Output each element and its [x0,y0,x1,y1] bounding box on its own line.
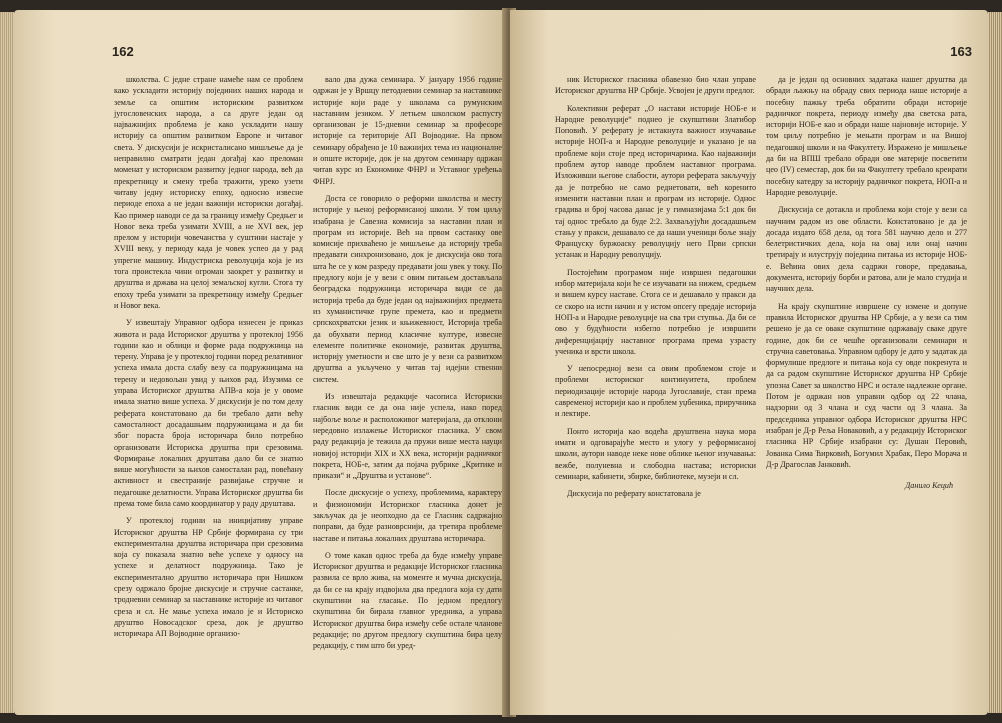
paragraph: После дискусије о успеху, проблемима, карактеру и физиономији Историског гласника донет је закључак да је неопходно да се Гласник садржајно поправи, да буде разноврснији, да третира проблеме наставе и питања локалних друштава историчара. [313,488,502,543]
right-page [510,10,988,715]
text-columns [555,74,967,499]
column-1 [555,74,756,499]
paragraph: Из извештаја редакције часописа Историски гласник види се да она није успела, иако поред најбоље воље и расположивог материјала, да отклони нередовно излажење Историског гласника. У свом раду редакција је тежила да пружи више места науци новијој историји XIX и XX века, историји радничког покрета, НОБ-е, затим да појача рубрике „Критике и прикази“ и „Друштва и установе“. [313,392,502,481]
author-signature: Данило Кецић [905,481,953,491]
paragraph: Понто историја као водећа друштвена наука мора имати и одговарајуће место и улогу у реформисаној школи, аутори наводе неке нове облике њеног изучавања: вежбе, полуневна и слободна настава; историски семинари, кабинети, збирке, библиотеке, музеји и сл. [555,426,756,481]
paragraph: Колективни реферат „О настави историје НОБ-е и Народне револуције“ поднео је скупштини Златибор Поповић. У реферату је истакнута важност изучавање историје НОП-а и Народне револуције и указано је на проблеме који стоје пред историчарима. Као најважнији проблем аутор наводе проблем наставног програма. Изложивши његове слабости, аутори реферата закључују да је потребно не само реднетовати, већ коренито изменити наставни план и програм из историје. Однос градива и број часова данас је у гимназијама 5:1 док би тај однос требало да буде 2:2. Захваљујући досадашњем стању у пракси, дешавало се да наши ученици боље знају Француску буржоаску револуцију него Први српски устанак и Народну револуцију. [555,103,756,260]
column-2 [766,74,967,499]
column-1 [114,74,303,652]
paragraph: Дискусија се дотакла и проблема који стоје у вези са научним радом из ове области. Констатовано је да је досада издато 658 дела, од тога 581 научно дело и 277 белетристичких дела, која на овај или онај начин третирају и илуструју поједина питања из историје НОБ-е. Већина ових дела садржи говоре, предавања, документа, историју борби и ратова, али је мало студија и научних дела. [766,205,967,294]
left-page-edges [0,12,14,713]
paragraph: На крају скупштине извршене су измене и допуне правила Историског друштва НР Србије, а у вези са тим решено је да се оваке скупштине одржавају сваке друге године, док би се чешће организовали семинари и стручна саветовања. Управном одбору је дато у задатак да формулише предлоге и питања која су овде покренута и да са радом скупштине Историског друштва НР Србије упозна Савет за школство НРС и остале надлежне органе. Потом је одржан нов управни одбор од 22 члана, надзорни од 3 члана и суд части од 3 члана. За председника управног одбора Историског друштва НРС изабран је Д-р Реља Новаковић, а у редакцију Историског гласника НР Србије изабрани су: Душан Перовић, Јованка Сима Ћирковић, Богумил Храбак, Перо Морача и Д-р Драгослав Јанковић. [766,301,967,469]
paragraph: да је један од основних задатака нашег друштва да обради љажњу на обраду свих периода наше историје а посебну пажњу треба обратити обради историје радничког покрета, периоду између два светска рата, историји НОБ-е као и обради наше најновије историје. У том циљу потребно је мењати програм и на Вишој педагошкој школи и на Факултету. Изражено је мишљење да би на ВПШ требало обради ове материје посветити цео (IV) семестар, док би на Факултету требало креирати посебну катедру за историју радничког покрета, НОП-а и Народне револуције. [766,75,967,197]
paragraph: школства. С једне стране намеће нам се проблем како ускладити историју појединих наших народа и земље са општим историским развитком југословенских народа, а са друге један од најважнијих проблема је како ускладити нашу историју са општим развитком Европе и читавог света. У дискусији је искристалисано мишљење да је неправилно сматрати један догађај као преломан моменат у историском развитку једног народа, већ да прекретницу и смену треба тражити, уреко узети читаву једну историску епоху, односно извесне периоде епоха а не један важнији историски догађај. Као пример наводи се да за границу између Средњег и Новог века треба узимати XVIII, а не XVI век, јер прелом у историји човечанства у суштини настаје у XVIII веку, у периоду када је човек успео да у рад упрегне машину. Индустриска револуција која је из тога проистекла чини огроман заокрет у развитку и друштва и држава на целој земаљској кугли. Стога ту епоху треба узимати за прекретницу између Средњег и Новог века. [114,75,303,310]
column-2 [313,74,502,652]
paragraph: У непосредној вези са овим проблемом стоје и проблеми историског континуитета, проблем периодизације историје народа Југославије, стан према савременој историји као и проблем уџбеника, приручника и лектире. [555,364,756,419]
paragraph: Доста се говорило о реформи школства и месту историје у њеној реформисаној школи. У том циљу изабрана је Савезна комисија за наставни план и програм из историје. Већ на првом састанку ове комисије прихваћено је мишљење да историју треба предавати синхронизовано, док је дискусија око тога шта ће се у ком разреду предавати још увек у току. По предлогу који је у вези с овим питањем достављала београдска подружница историчара види се да историја треба да буде један од најважнијих предмета из хуманистичке групе премета, као и предмети српскохрватски језик и књижевност, Историја треба да обухвати период класичне културе, извесне елементе политичке економије, развитак друштва, историју уметности и све што је у вези са развитком друштва а укључено у читав тај идејни ственни систем. [313,193,502,384]
paragraph: У протеклој години на иницијативу управе Историског друштва НР Србије формирана су три експериментална друштва историчара при срезовима која су показала знатно веће успехе у односу на успехе и делатност подружница. Тако је експериментално друштво историчара при Нишком срезу одржало бројне дискусије и стручне састанке, тродневни семинар за наставнике историје из читавог среза и сл. Не мање успеха имало је и Историско друштво Новосадског среза, док је друштво историчара АП Војводине организо- [114,516,303,639]
paragraph: Дискусија по реферату констатовала је [567,489,701,499]
paragraph: вало два дужа семинара. У јануару 1956 године одржан је у Вршцу петодневни семинар за наставнике историје који раде у школама са румунским наставним језиком. У летњем школском распусту организован је 15-дневни семинар за професоре историје са територије АП Војводине. На првом семинару обрађено је 10 важнијих тема из националне и опште историје, док је на другом семинару одржан читав курс из Економике ФНРЈ и Уставног уређења ФНРЈ. [313,75,502,186]
page-number: 163 [950,44,972,59]
paragraph: У извештају Управног одбора изнесен је приказ живота и рада Историског друштва у протеклој 1956 години као и облици и форме рада подружница на терену. Управа је у протеклој години поред релативног успеха имала доста слабу везу са подружницама на терену и недовољан увид у њихов рад. Изузима се управа Историског друштва АПВ-а која је у овоме имала знатно више успеха. У дискусији је по том делу реферата констатовано да би требало дати већу самосталност досадашњим подружницама и да би због пораста броја историчара било потребно организовати Историска друштва при срезовима. Формирање локалних друштава дало би се знатно више могућности за њихов самосталан рад, повећану активност и свестраније развијање стручне и педагошке делатности. Управа Историског друштва би према томе била само координатор у раду друштава. [114,318,303,508]
paragraph: ник Историског гласника обавезно био члан управе Историског друштва НР Србије. Усвојен је други предлог. [555,75,756,96]
left-page [14,10,509,715]
text-columns [114,74,502,652]
right-page-edges [988,12,1002,713]
paragraph: Постојећим програмом није извршен педагошки избор материјала који ће се изучавати на нижем, средњем и вишем курсу наставе. Стога се и дешавало у пракси да се скоро на исти начин и у истом опсегу предаје историја НОП-а и Народне револуције на сва три ступња. Да би се ово у будућности избегло потребно је извршити диференцијацију наставног програма према узрасту ученика и врсти школа. [555,267,756,356]
page-number: 162 [112,44,134,59]
paragraph: О томе какав однос треба да буде између управе Историског друштва и редакције Историског гласника развила се врло жива, на моменте и мучна дискусија, да би се на крају издвојила два предлога која су дати скупштини на гласање. По једном предлогу скупштина би бирала главног уредника, а управа Историског друштва бира између себе остале чланове редакције; по другом предлогу скупштина бира целу редакцију, с тим што би уред- [313,550,502,651]
